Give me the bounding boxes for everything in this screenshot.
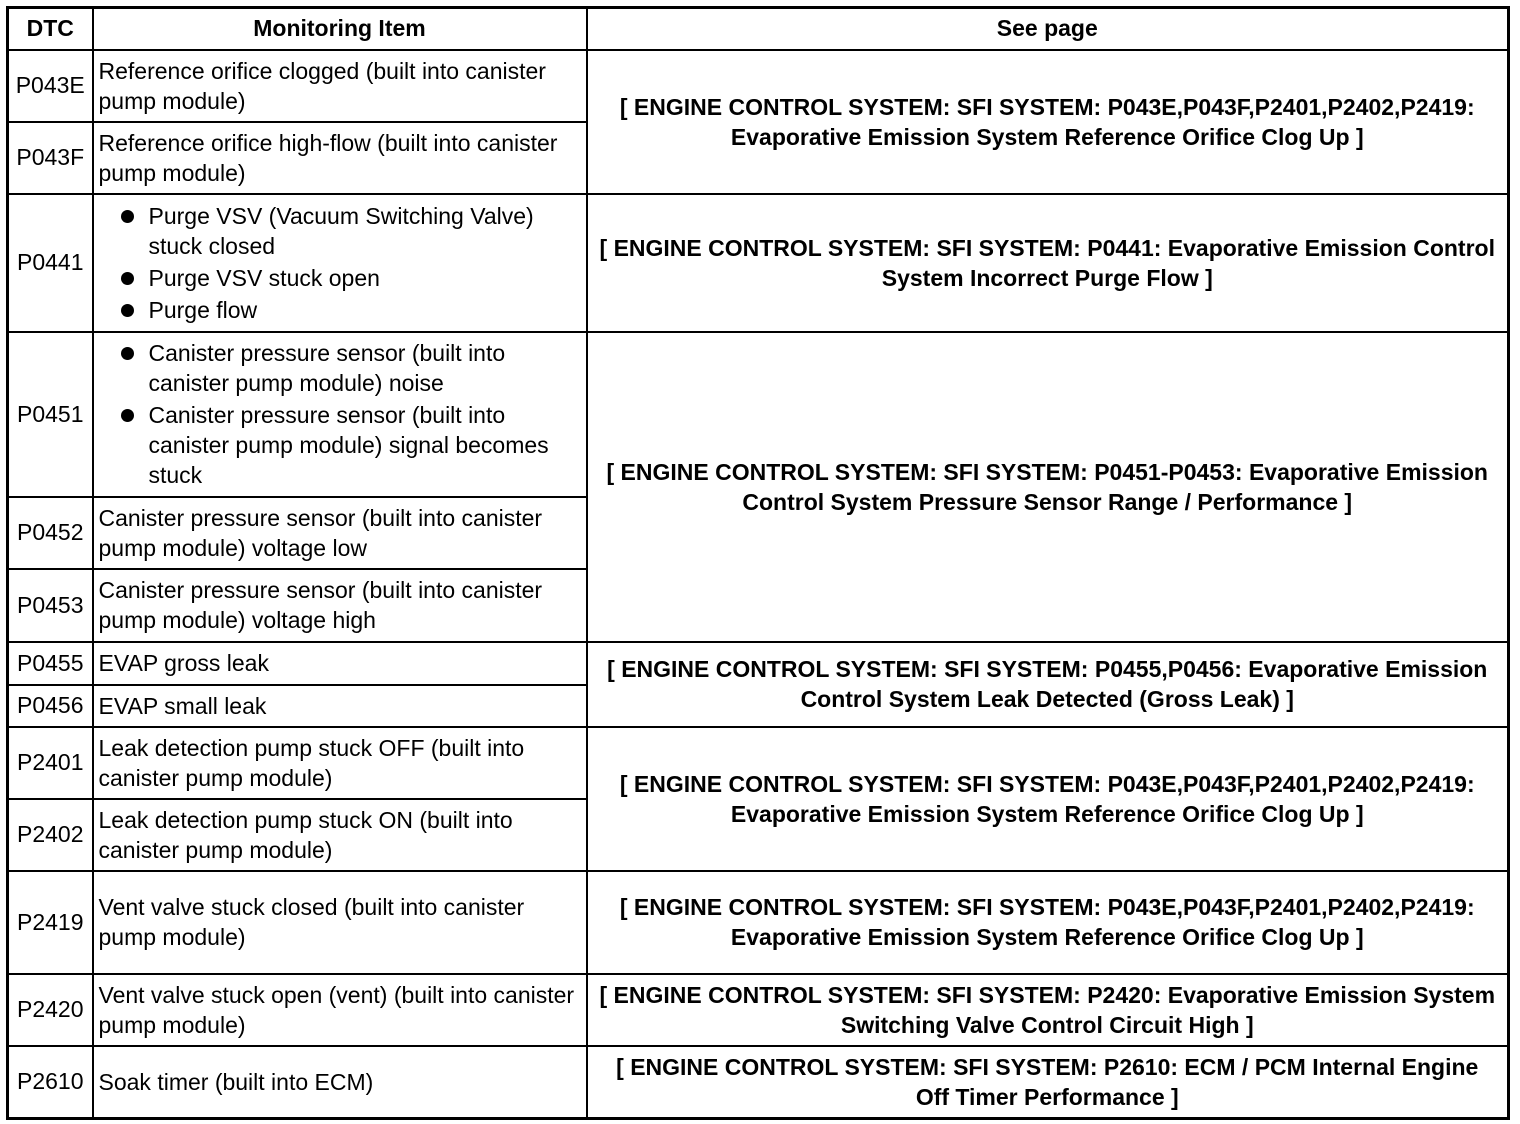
see-page-link[interactable]: [ ENGINE CONTROL SYSTEM: SFI SYSTEM: P0451-P0453: Evaporative Emission Control System Pressure Sensor Range / Performance ] (587, 332, 1509, 642)
table-row (8, 974, 1509, 1046)
dtc-code: P2401 (8, 727, 93, 799)
dtc-code: P0455 (8, 642, 93, 685)
monitoring-item: Reference orifice high-flow (built into canister pump module) (93, 122, 587, 194)
monitoring-item: Leak detection pump stuck OFF (built into canister pump module) (93, 727, 587, 799)
monitoring-item: EVAP gross leak (93, 642, 587, 685)
dtc-code: P0456 (8, 685, 93, 727)
list-item: Purge VSV stuck open (99, 263, 580, 293)
monitoring-item: Vent valve stuck closed (built into canister pump module) (93, 871, 587, 974)
monitoring-item: Canister pressure sensor (built into canister pump module) voltage high (93, 569, 587, 642)
list-item: Purge flow (99, 295, 580, 325)
monitoring-item: Leak detection pump stuck ON (built into canister pump module) (93, 799, 587, 871)
bullet-list (99, 338, 580, 490)
dtc-code: P0441 (8, 194, 93, 332)
dtc-code: P2402 (8, 799, 93, 871)
monitoring-item (93, 332, 587, 497)
header-see-page: See page (587, 8, 1509, 50)
table-row (8, 194, 1509, 332)
see-page-link[interactable]: [ ENGINE CONTROL SYSTEM: SFI SYSTEM: P2610: ECM / PCM Internal Engine Off Timer Performance ] (587, 1046, 1509, 1119)
monitoring-item (93, 194, 587, 332)
see-page-link[interactable]: [ ENGINE CONTROL SYSTEM: SFI SYSTEM: P2420: Evaporative Emission System Switching Valve Control Circuit High ] (587, 974, 1509, 1046)
table-row (8, 332, 1509, 497)
monitoring-item: EVAP small leak (93, 685, 587, 727)
list-item: Canister pressure sensor (built into canister pump module) noise (99, 338, 580, 398)
see-page-link[interactable]: [ ENGINE CONTROL SYSTEM: SFI SYSTEM: P043E,P043F,P2401,P2402,P2419: Evaporative Emission System Reference Orifice Clog Up ] (587, 871, 1509, 974)
see-page-link[interactable]: [ ENGINE CONTROL SYSTEM: SFI SYSTEM: P0441: Evaporative Emission Control System Incorrect Purge Flow ] (587, 194, 1509, 332)
header-dtc: DTC (8, 8, 93, 50)
header-row (8, 8, 1509, 50)
monitoring-item: Reference orifice clogged (built into canister pump module) (93, 50, 587, 122)
dtc-code: P2420 (8, 974, 93, 1046)
dtc-code: P0451 (8, 332, 93, 497)
dtc-table (6, 6, 1510, 1120)
table-row (8, 727, 1509, 799)
dtc-code: P0452 (8, 497, 93, 569)
dtc-code: P2419 (8, 871, 93, 974)
table-row (8, 871, 1509, 974)
monitoring-item: Canister pressure sensor (built into canister pump module) voltage low (93, 497, 587, 569)
table-row (8, 1046, 1509, 1119)
list-item: Canister pressure sensor (built into canister pump module) signal becomes stuck (99, 400, 580, 490)
header-monitoring-item: Monitoring Item (93, 8, 587, 50)
monitoring-item: Soak timer (built into ECM) (93, 1046, 587, 1119)
table-row (8, 642, 1509, 685)
see-page-link[interactable]: [ ENGINE CONTROL SYSTEM: SFI SYSTEM: P043E,P043F,P2401,P2402,P2419: Evaporative Emission System Reference Orifice Clog Up ] (587, 50, 1509, 194)
dtc-code: P0453 (8, 569, 93, 642)
bullet-list (99, 201, 580, 325)
see-page-link[interactable]: [ ENGINE CONTROL SYSTEM: SFI SYSTEM: P043E,P043F,P2401,P2402,P2419: Evaporative Emission System Reference Orifice Clog Up ] (587, 727, 1509, 871)
dtc-code: P043E (8, 50, 93, 122)
dtc-code: P2610 (8, 1046, 93, 1119)
dtc-code: P043F (8, 122, 93, 194)
table-row (8, 50, 1509, 122)
monitoring-item: Vent valve stuck open (vent) (built into canister pump module) (93, 974, 587, 1046)
list-item: Purge VSV (Vacuum Switching Valve) stuck closed (99, 201, 580, 261)
see-page-link[interactable]: [ ENGINE CONTROL SYSTEM: SFI SYSTEM: P0455,P0456: Evaporative Emission Control System Leak Detected (Gross Leak) ] (587, 642, 1509, 727)
